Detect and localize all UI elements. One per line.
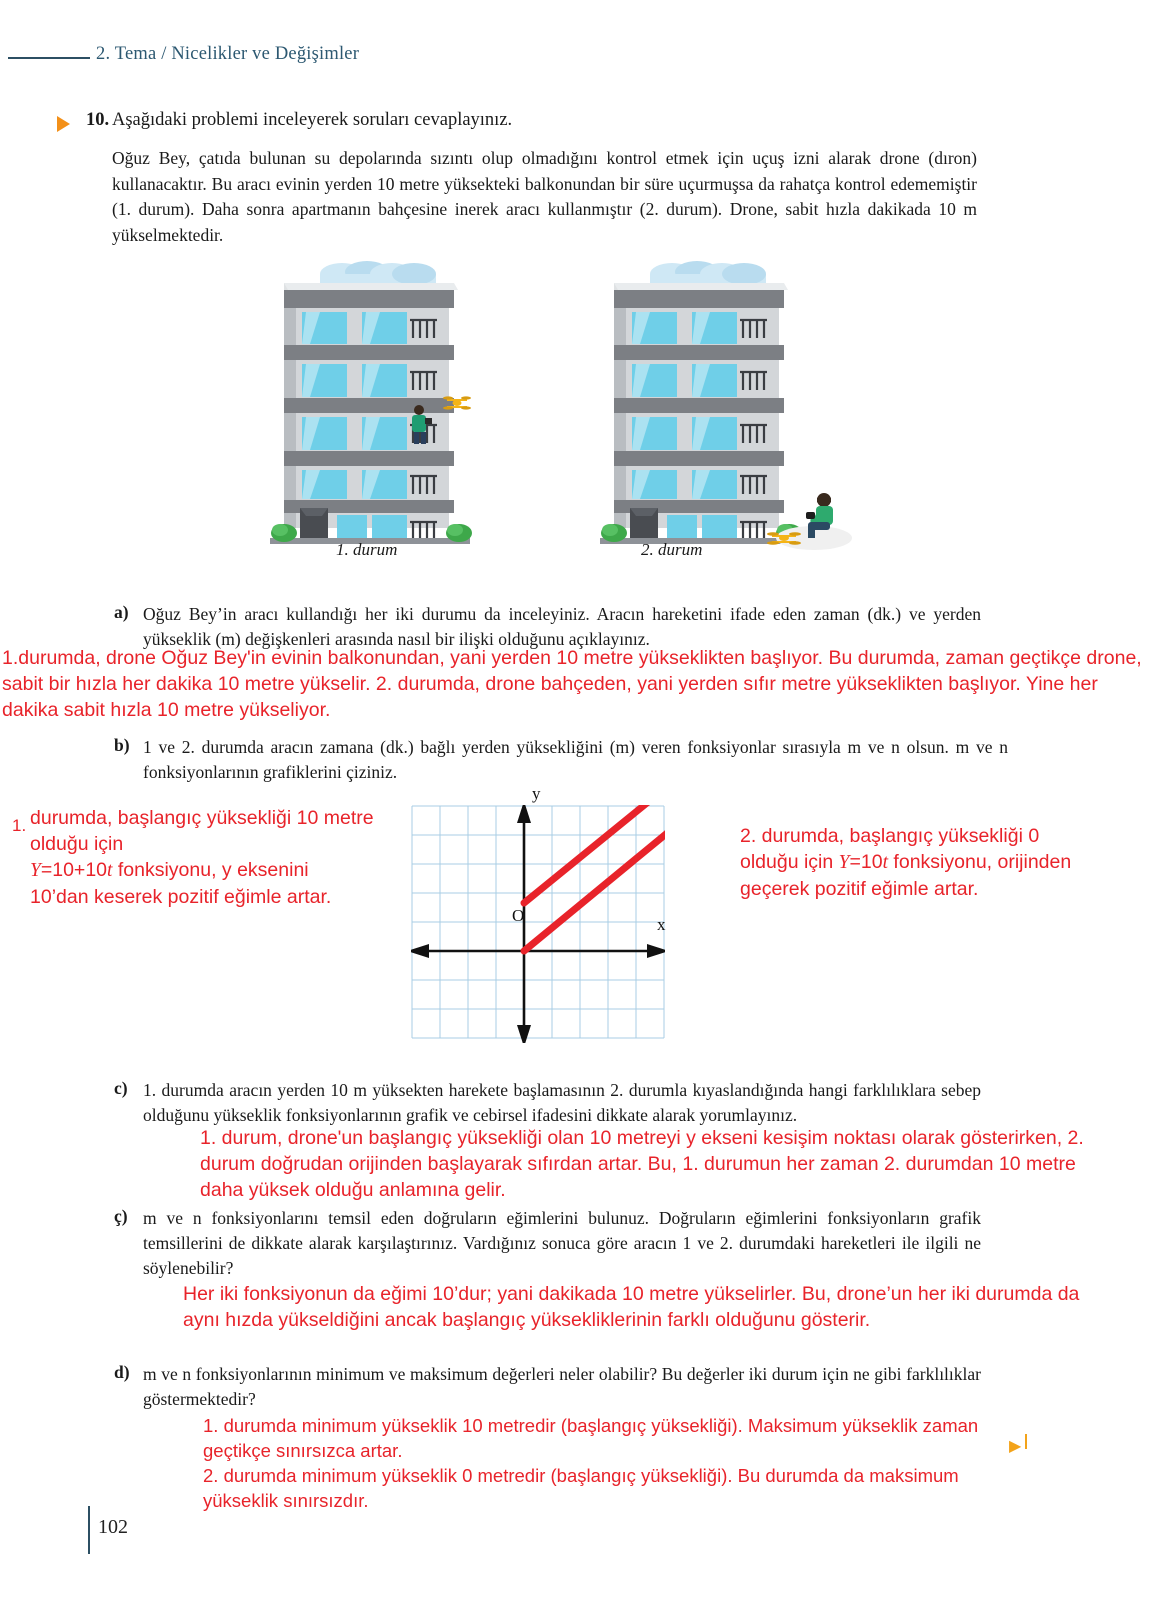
answer-d-line-4: yükseklik sınırsızdır. xyxy=(203,1490,369,1511)
function-expression: =10 xyxy=(849,851,883,873)
item-b-answer-left xyxy=(30,805,430,910)
y-axis-label: y xyxy=(532,784,541,803)
item-cc-text: m ve n fonksiyonlarını temsil eden doğruların eğimlerini bulunuz. Doğruların eğimlerini fonksiyonların grafik temsillerini de dikkate alarak karşılaştırınız. Vardığınız sonuca göre aracın 1 ve 2. durumdaki hareketleri ile ilgili ne söylenebilir? xyxy=(143,1208,981,1278)
breadcrumb: 2. Tema / Nicelikler ve Değişimler xyxy=(96,44,360,64)
bullet-triangle-icon xyxy=(57,116,70,132)
item-b-text: 1 ve 2. durumda aracın zamana (dk.) bağlı yerden yüksekliğini (m) veren fonksiyonlar sırasıyla m ve n olsun. m ve n fonksiyonlarının grafiklerini çiziniz. xyxy=(143,737,1008,782)
header-rule xyxy=(8,57,90,59)
question-number: 10. xyxy=(86,110,110,130)
page-number: 102 xyxy=(98,1516,128,1538)
item-a-letter: a) xyxy=(114,602,129,622)
answer-left-line-3 xyxy=(30,857,430,884)
answer-right-line-2 xyxy=(740,849,1140,876)
item-a-text: Oğuz Bey’in aracı kullandığı her iki durumu da inceleyiniz. Aracın hareketini ifade eden zaman (dk.) ve yerden yükseklik (m) değişkenleri arasında nasıl bir ilişki olduğunu açıklayınız. xyxy=(143,604,981,649)
answer-d-line-2: geçtikçe sınırsızca artar. xyxy=(203,1440,403,1461)
item-c-answer: 1. durum, drone'un başlangıç yüksekliği olan 10 metreyi y ekseni kesişim noktası olarak gösterirken, 2. durum doğrudan orijinden başlayarak sıfırdan artar. Bu, 1. durumun her zaman 2. durumdan 10 metre daha yüksek olduğu anlamına gelir. xyxy=(200,1127,1084,1201)
item-b-answer-right xyxy=(740,823,1140,902)
function-expression: =10+10 xyxy=(40,859,108,881)
water-tanks-icon xyxy=(320,261,436,285)
illustration-scene-2 xyxy=(562,250,852,550)
item-b-answer-left-marker: 1. xyxy=(12,816,27,835)
function-variable-t: t xyxy=(107,860,113,881)
x-axis xyxy=(411,944,665,958)
caption-durum-2: 2. durum xyxy=(641,540,703,559)
grid-lines xyxy=(412,806,664,1038)
answer-right-prefix: olduğu için xyxy=(740,851,839,873)
answer-right-line-3: geçerek pozitif eğimle artar. xyxy=(740,878,979,900)
item-d-text: m ve n fonksiyonlarının minimum ve maksimum değerleri neler olabilir? Bu değerler iki durum için ne gibi farklılıklar göstermektedir? xyxy=(143,1364,981,1409)
x-axis-label: x xyxy=(657,915,666,934)
item-d-answer xyxy=(203,1413,1143,1513)
question-prompt: Aşağıdaki problemi inceleyerek soruları cevaplayınız. xyxy=(112,110,513,130)
next-page-bar-icon xyxy=(1025,1434,1027,1449)
answer-d-line-1: 1. durumda minimum yükseklik 10 metredir (başlangıç yüksekliği). Maksimum yükseklik zaman xyxy=(203,1415,979,1436)
function-variable-y: Y xyxy=(838,852,850,873)
page-header xyxy=(0,44,1151,74)
answer-d-line-3: 2. durumda minimum yükseklik 0 metredir (başlangıç yüksekliği). Bu durumda da maksimum xyxy=(203,1465,959,1486)
answer-right-line-1: 2. durumda, başlangıç yüksekliği 0 xyxy=(740,825,1040,847)
item-cc-answer: Her iki fonksiyonun da eğimi 10’dur; yani dakikada 10 metre yükselirler. Bu, drone’un her iki durumda da aynı hızda yükseldiğini ancak başlangıç yüksekliklerinin farklı olduğunu gösterir. xyxy=(183,1283,1080,1331)
function-variable-y: Y xyxy=(30,860,41,881)
caption-durum-1: 1. durum xyxy=(336,540,398,559)
function-variable-t: t xyxy=(882,852,889,873)
item-d-letter: d) xyxy=(114,1362,130,1382)
origin-label: O xyxy=(512,906,525,925)
item-a-answer: 1.durumda, drone Oğuz Bey'in evinin balkonundan, yani yerden 10 metre yükseklikten başlıyor. Bu durumda, zaman geçtikçe drone, sabit bir hızla her dakika 10 metre yükselir. 2. durumda, drone bahçeden, yani yerden sıfır metre yükseklikten başlıyor. Yine her dakika sabit hızla 10 metre yükseliyor. xyxy=(2,647,1142,721)
item-cc-letter: ç) xyxy=(114,1206,128,1226)
answer-left-line-4: 10’dan keserek pozitif eğimle artar. xyxy=(30,886,332,908)
coordinate-graph xyxy=(411,805,665,1043)
answer-left-line-1: durumda, başlangıç yüksekliği 10 metre xyxy=(30,807,374,829)
function-suffix: fonksiyonu, y eksenini xyxy=(112,859,309,881)
item-c-letter: c) xyxy=(114,1078,128,1098)
answer-left-line-2: olduğu için xyxy=(30,833,124,855)
problem-statement: Oğuz Bey, çatıda bulunan su depolarında sızıntı olup olmadığını kontrol etmek için uçuş izni alarak drone (dıron) kullanacaktır. Bu aracı evinin yerden 10 metre yüksekteki balkonundan bir süre uçurmuşsa da rahatça kontrol edememiştir (1. durum). Daha sonra apartmanın bahçesine inerek aracı kullanmıştır (2. durum). Drone, sabit hızla dakikada 10 m yükselmektedir. xyxy=(112,148,977,245)
item-b-letter: b) xyxy=(114,735,130,755)
function-suffix: fonksiyonu, orijinden xyxy=(888,851,1072,873)
footer-rule xyxy=(88,1506,90,1554)
water-tanks-icon xyxy=(650,261,766,285)
next-page-marker-icon: ▶ xyxy=(1009,1438,1021,1455)
illustration-scene-1 xyxy=(262,250,492,550)
item-c-text: 1. durumda aracın yerden 10 m yüksekten harekete başlamasının 2. durumla kıyaslandığında hangi farklılıklara sebep olduğunu yükseklik fonksiyonlarının grafik ve cebirsel ifadesini dikkate alarak yorumlayınız. xyxy=(143,1080,981,1125)
